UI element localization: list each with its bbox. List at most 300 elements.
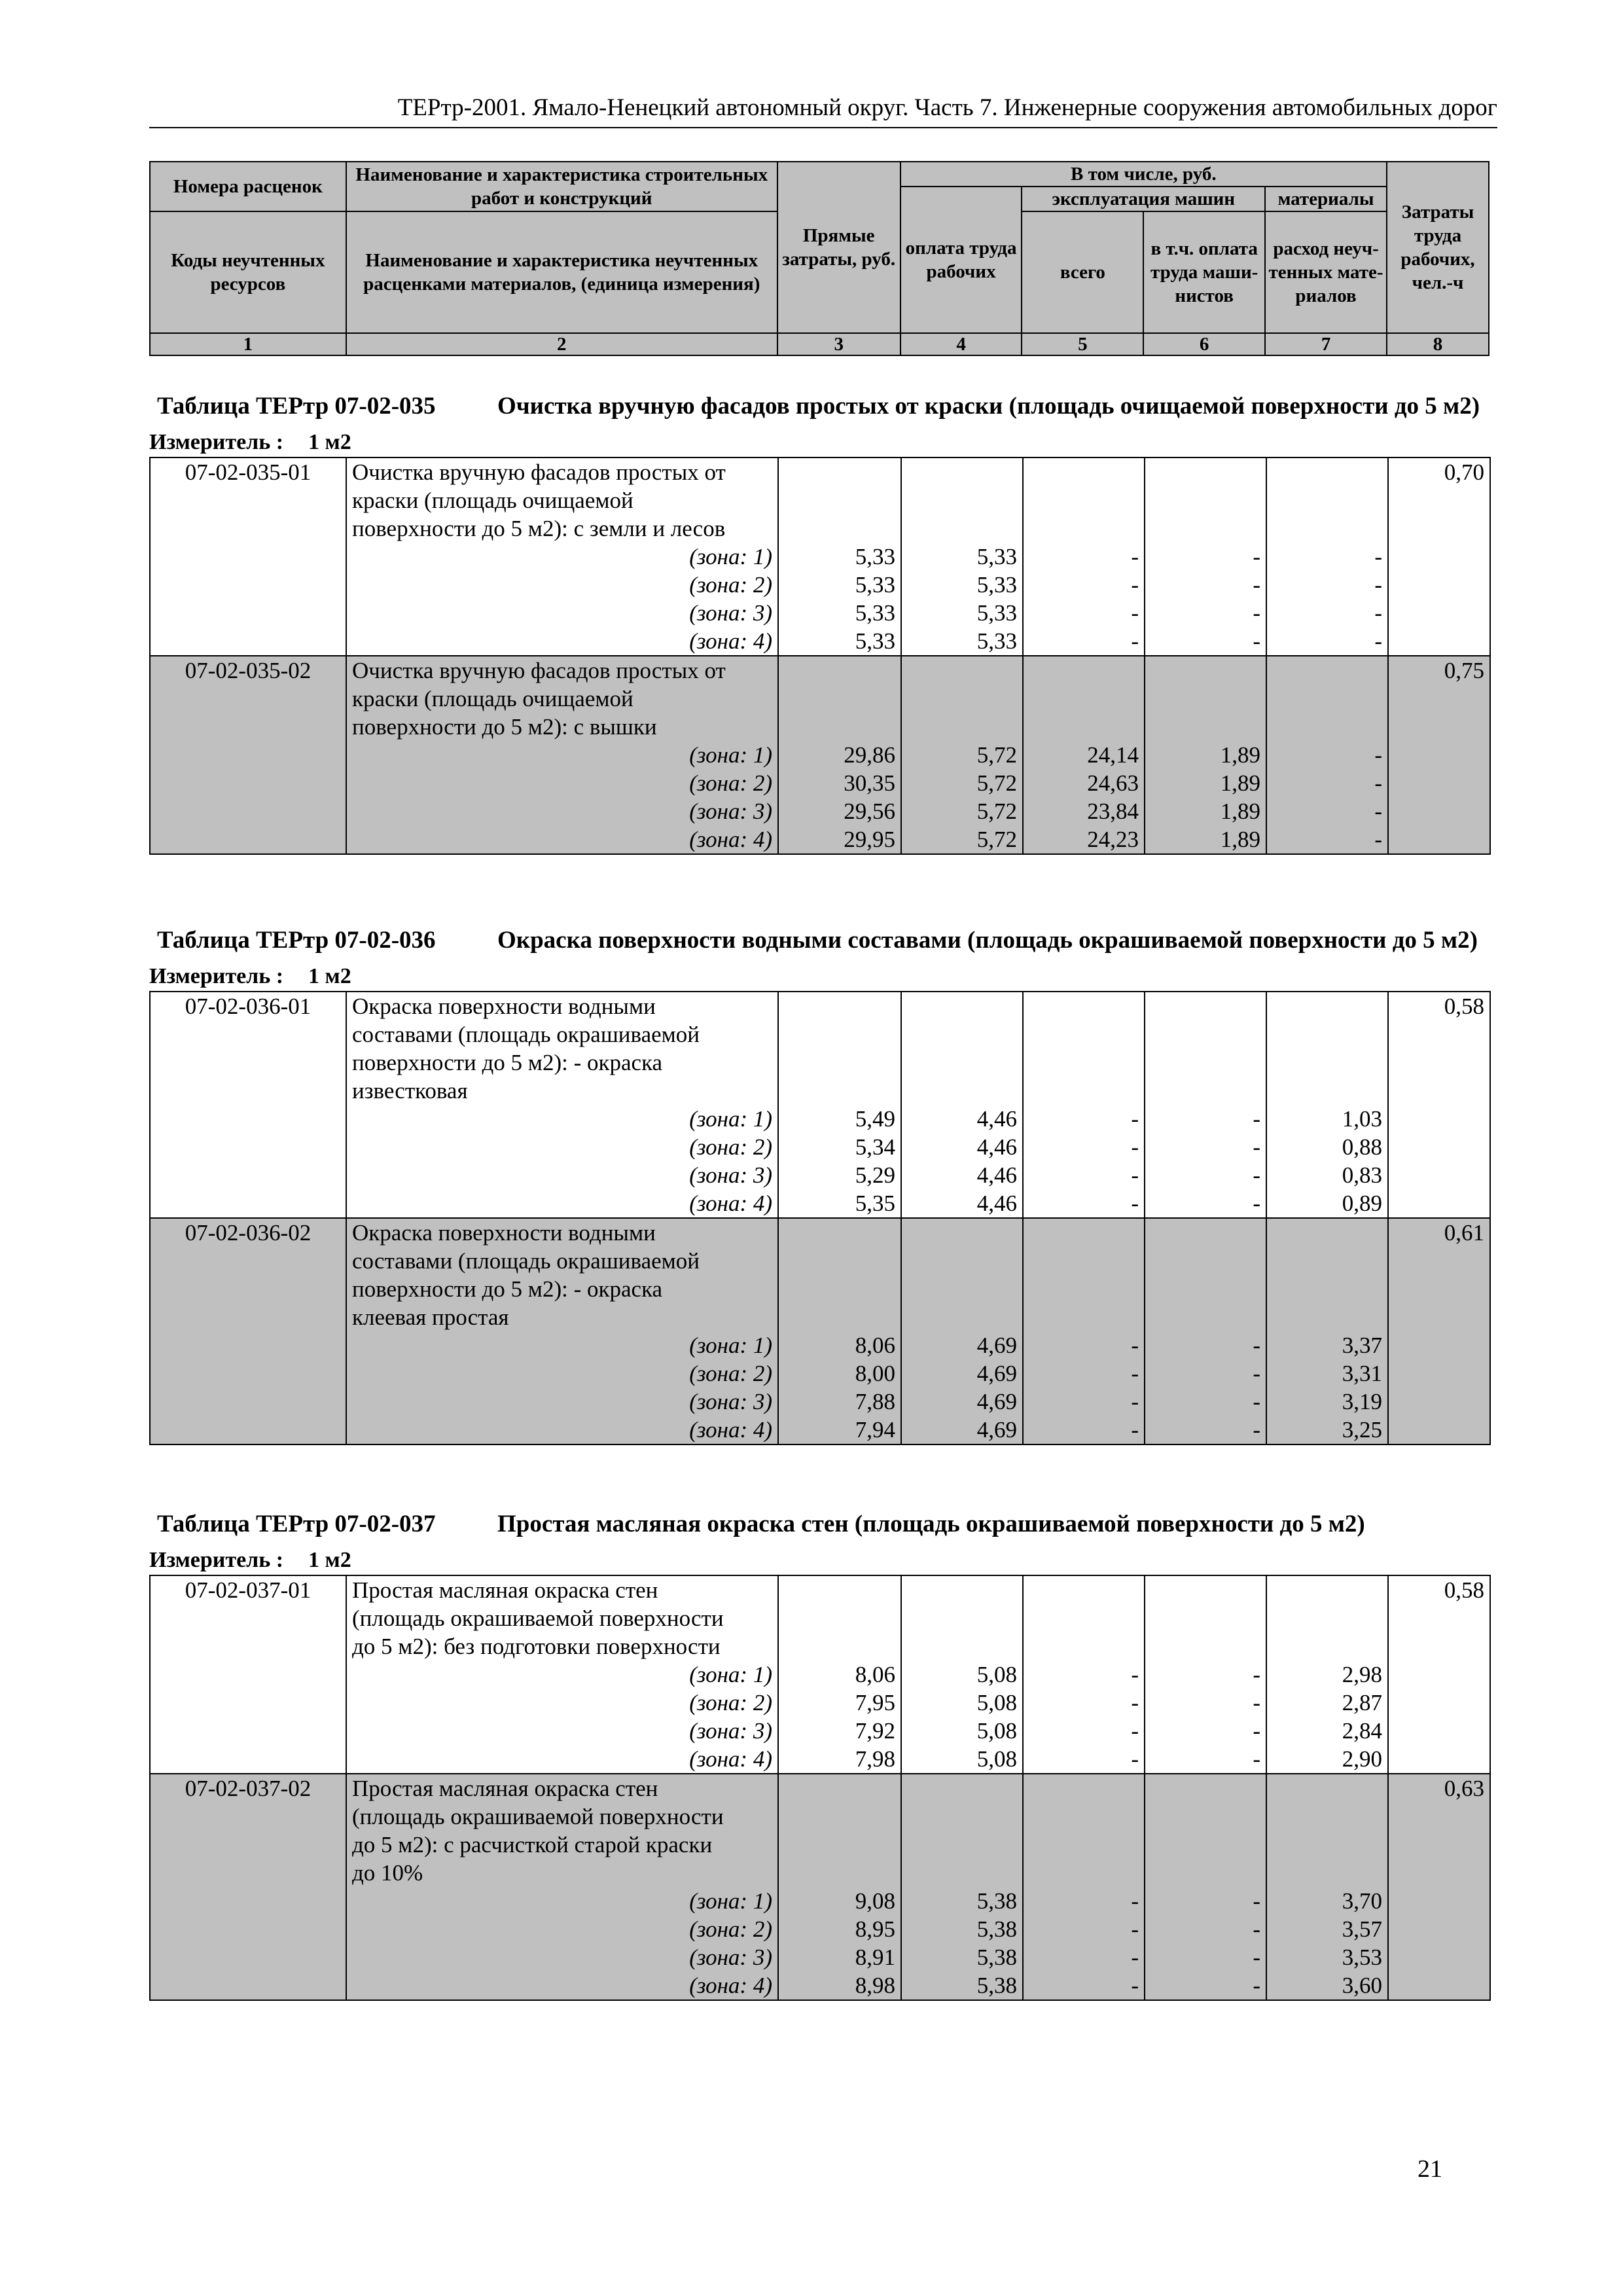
materials-value: - (1266, 627, 1388, 656)
empty-cell (1145, 1247, 1266, 1275)
empty-cell (901, 486, 1023, 514)
rate-table-section (149, 925, 1489, 1445)
labor-cost-value: 0,70 (1388, 457, 1490, 486)
worker-wages-value: 5,38 (901, 1971, 1023, 2000)
worker-wages-value: 5,72 (901, 825, 1023, 854)
materials-value: 3,31 (1266, 1359, 1388, 1388)
direct-costs-value: 29,56 (778, 797, 901, 825)
zone-label: (зона: 4) (346, 627, 778, 656)
machines-total-value: - (1023, 1689, 1145, 1717)
table-row (150, 797, 1490, 825)
table-title: Простая масляная окраска стен (площадь окрашиваемой поверхности до 5 м2) (497, 1511, 1365, 1537)
work-description-line: краски (площадь очищаемой (346, 486, 778, 514)
empty-cell (1266, 1218, 1388, 1247)
work-description-line: поверхности до 5 м2): с вышки (346, 713, 778, 741)
empty-cell (778, 656, 901, 685)
direct-costs-value: 29,95 (778, 825, 901, 854)
empty-cell (1023, 1247, 1145, 1275)
empty-cell (150, 1303, 346, 1331)
materials-value: 0,88 (1266, 1133, 1388, 1161)
empty-cell (1388, 1105, 1490, 1133)
table-row (150, 599, 1490, 627)
zone-label: (зона: 4) (346, 1189, 778, 1218)
worker-wages-value: 4,69 (901, 1359, 1023, 1388)
column-number-2: 2 (346, 333, 777, 355)
empty-cell (778, 1049, 901, 1077)
rate-code: 07-02-037-01 (150, 1575, 346, 1604)
materials-value: - (1266, 769, 1388, 797)
operator-wages-value: 1,89 (1145, 797, 1266, 825)
empty-cell (1388, 1077, 1490, 1105)
operator-wages-value: - (1145, 543, 1266, 571)
empty-cell (1266, 1049, 1388, 1077)
zone-label: (зона: 1) (346, 741, 778, 769)
empty-cell (778, 1077, 901, 1105)
zone-label: (зона: 4) (346, 1971, 778, 2000)
zone-label: (зона: 3) (346, 797, 778, 825)
empty-cell (1388, 1745, 1490, 1774)
empty-cell (1023, 1774, 1145, 1803)
materials-value: - (1266, 599, 1388, 627)
machines-total-value: - (1023, 1359, 1145, 1388)
empty-cell (901, 685, 1023, 713)
empty-cell (1388, 543, 1490, 571)
labor-cost-value: 0,63 (1388, 1774, 1490, 1803)
empty-cell (1388, 685, 1490, 713)
empty-cell (150, 1915, 346, 1943)
empty-cell (150, 571, 346, 599)
empty-cell (1145, 1020, 1266, 1049)
zone-label: (зона: 2) (346, 571, 778, 599)
machines-total-value: - (1023, 1189, 1145, 1218)
empty-cell (150, 486, 346, 514)
rate-code: 07-02-037-02 (150, 1774, 346, 1803)
empty-cell (1145, 1575, 1266, 1604)
empty-cell (901, 1020, 1023, 1049)
machines-total-value: - (1023, 1915, 1145, 1943)
empty-cell (150, 1717, 346, 1745)
work-description-line: Очистка вручную фасадов простых от (346, 457, 778, 486)
empty-cell (1145, 486, 1266, 514)
zone-label: (зона: 3) (346, 1161, 778, 1189)
machines-total-value: - (1023, 1943, 1145, 1971)
materials-value: 3,25 (1266, 1416, 1388, 1444)
empty-cell (778, 1774, 901, 1803)
empty-cell (778, 1831, 901, 1859)
header-column-numbers (150, 333, 1489, 355)
header-worker-wages: оплата труда рабочих (901, 187, 1022, 333)
empty-cell (1388, 1632, 1490, 1660)
table-row (150, 1218, 1490, 1247)
empty-cell (150, 1331, 346, 1359)
rate-table-section (149, 1509, 1489, 2001)
table-row (150, 457, 1490, 486)
empty-cell (150, 769, 346, 797)
empty-cell (1023, 685, 1145, 713)
empty-cell (1023, 1831, 1145, 1859)
work-description-line: составами (площадь окрашиваемой (346, 1247, 778, 1275)
table-row (150, 713, 1490, 741)
empty-cell (150, 1859, 346, 1887)
empty-cell (1388, 825, 1490, 854)
worker-wages-value: 4,69 (901, 1388, 1023, 1416)
table-row (150, 1303, 1490, 1331)
operator-wages-value: - (1145, 1660, 1266, 1689)
table-title: Окраска поверхности водными составами (площадь окрашиваемой поверхности до 5 м2) (497, 927, 1478, 954)
materials-value: 3,37 (1266, 1331, 1388, 1359)
operator-wages-value: - (1145, 1745, 1266, 1774)
empty-cell (1145, 1303, 1266, 1331)
empty-cell (1388, 1133, 1490, 1161)
empty-cell (1145, 1077, 1266, 1105)
empty-cell (1388, 1604, 1490, 1632)
work-description-line: Простая масляная окраска стен (346, 1774, 778, 1803)
empty-cell (150, 1604, 346, 1632)
worker-wages-value: 5,08 (901, 1689, 1023, 1717)
empty-cell (1145, 1831, 1266, 1859)
direct-costs-value: 5,33 (778, 543, 901, 571)
table-row (150, 1161, 1490, 1189)
materials-value: - (1266, 543, 1388, 571)
empty-cell (1145, 713, 1266, 741)
operator-wages-value: - (1145, 1689, 1266, 1717)
empty-cell (1388, 486, 1490, 514)
header-material-consumption: расход неуч-тенных мате-риалов (1265, 211, 1387, 333)
zone-label: (зона: 4) (346, 1745, 778, 1774)
section-title (149, 1509, 1489, 1539)
worker-wages-value: 4,46 (901, 1133, 1023, 1161)
materials-value: 2,87 (1266, 1689, 1388, 1717)
empty-cell (150, 1189, 346, 1218)
empty-cell (1388, 1660, 1490, 1689)
table-row (150, 514, 1490, 543)
operator-wages-value: 1,89 (1145, 825, 1266, 854)
empty-cell (150, 1689, 346, 1717)
work-description-line: составами (площадь окрашиваемой (346, 1020, 778, 1049)
table-row (150, 825, 1490, 854)
materials-value: 1,03 (1266, 1105, 1388, 1133)
table-row (150, 656, 1490, 685)
machines-total-value: 24,23 (1023, 825, 1145, 854)
table-row (150, 627, 1490, 656)
direct-costs-value: 8,95 (778, 1915, 901, 1943)
work-description-line: краски (площадь очищаемой (346, 685, 778, 713)
materials-value: 3,60 (1266, 1971, 1388, 2000)
section-title (149, 391, 1489, 422)
empty-cell (1023, 1218, 1145, 1247)
machines-total-value: - (1023, 1660, 1145, 1689)
empty-cell (778, 1604, 901, 1632)
work-description-line: Окраска поверхности водными (346, 992, 778, 1020)
empty-cell (901, 1575, 1023, 1604)
worker-wages-value: 5,38 (901, 1943, 1023, 1971)
labor-cost-value: 0,75 (1388, 656, 1490, 685)
empty-cell (150, 1388, 346, 1416)
empty-cell (778, 486, 901, 514)
work-description-line: (площадь окрашиваемой поверхности (346, 1604, 778, 1632)
operator-wages-value: - (1145, 1388, 1266, 1416)
empty-cell (901, 1247, 1023, 1275)
empty-cell (150, 685, 346, 713)
worker-wages-value: 5,33 (901, 627, 1023, 656)
empty-cell (1388, 1971, 1490, 2000)
empty-cell (1266, 1275, 1388, 1303)
measurement-unit (149, 429, 1489, 456)
empty-cell (150, 1133, 346, 1161)
empty-cell (1023, 656, 1145, 685)
empty-cell (150, 1275, 346, 1303)
zone-label: (зона: 2) (346, 769, 778, 797)
column-number-6: 6 (1143, 333, 1265, 355)
empty-cell (778, 514, 901, 543)
operator-wages-value: - (1145, 599, 1266, 627)
measurement-value: 1 м2 (308, 964, 351, 988)
empty-cell (1388, 1831, 1490, 1859)
empty-cell (1388, 1689, 1490, 1717)
empty-cell (1145, 1604, 1266, 1632)
machines-total-value: - (1023, 1161, 1145, 1189)
operator-wages-value: - (1145, 1887, 1266, 1915)
empty-cell (901, 1218, 1023, 1247)
machines-total-value: - (1023, 1105, 1145, 1133)
work-description-line: Простая масляная окраска стен (346, 1575, 778, 1604)
empty-cell (1388, 769, 1490, 797)
direct-costs-value: 7,95 (778, 1689, 901, 1717)
empty-cell (150, 514, 346, 543)
operator-wages-value: - (1145, 1971, 1266, 2000)
measurement-unit (149, 963, 1489, 990)
operator-wages-value: - (1145, 627, 1266, 656)
empty-cell (778, 1632, 901, 1660)
empty-cell (150, 1359, 346, 1388)
measurement-value: 1 м2 (308, 430, 351, 454)
direct-costs-value: 5,35 (778, 1189, 901, 1218)
work-description-line: известковая (346, 1077, 778, 1105)
materials-value: 2,98 (1266, 1660, 1388, 1689)
direct-costs-value: 7,94 (778, 1416, 901, 1444)
table-row (150, 992, 1490, 1020)
materials-value: 3,70 (1266, 1887, 1388, 1915)
empty-cell (1266, 1077, 1388, 1105)
direct-costs-value: 30,35 (778, 769, 901, 797)
table-row (150, 1020, 1490, 1049)
empty-cell (150, 1971, 346, 2000)
table-row (150, 1359, 1490, 1388)
column-header-table (149, 161, 1489, 356)
empty-cell (1266, 1575, 1388, 1604)
empty-cell (778, 1803, 901, 1831)
empty-cell (1388, 1717, 1490, 1745)
empty-cell (1388, 514, 1490, 543)
table-row (150, 1831, 1490, 1859)
operator-wages-value: - (1145, 1189, 1266, 1218)
rate-code: 07-02-035-01 (150, 457, 346, 486)
work-description-line: клеевая простая (346, 1303, 778, 1331)
table-row (150, 1803, 1490, 1831)
rate-table (149, 991, 1491, 1445)
header-material-name: Наименование и характеристика неучтенных расценками материалов, (единица измерения) (346, 211, 777, 333)
empty-cell (1388, 1388, 1490, 1416)
rate-table (149, 1575, 1491, 2001)
empty-cell (778, 1859, 901, 1887)
machines-total-value: - (1023, 599, 1145, 627)
direct-costs-value: 9,08 (778, 1887, 901, 1915)
empty-cell (150, 1943, 346, 1971)
operator-wages-value: - (1145, 1331, 1266, 1359)
header-resource-codes: Коды неучтенных ресурсов (150, 211, 346, 333)
worker-wages-value: 5,72 (901, 741, 1023, 769)
labor-cost-value: 0,58 (1388, 1575, 1490, 1604)
header-machines-total: всего (1022, 211, 1143, 333)
empty-cell (1388, 1161, 1490, 1189)
worker-wages-value: 5,08 (901, 1717, 1023, 1745)
operator-wages-value: - (1145, 1161, 1266, 1189)
labor-cost-value: 0,58 (1388, 992, 1490, 1020)
header-direct-costs: Прямые затраты, руб. (777, 162, 901, 333)
empty-cell (1388, 1416, 1490, 1444)
direct-costs-value: 7,98 (778, 1745, 901, 1774)
empty-cell (901, 1049, 1023, 1077)
empty-cell (1388, 1020, 1490, 1049)
materials-value: 2,84 (1266, 1717, 1388, 1745)
empty-cell (901, 1859, 1023, 1887)
table-row (150, 1774, 1490, 1803)
direct-costs-value: 8,00 (778, 1359, 901, 1388)
work-description-line: до 10% (346, 1859, 778, 1887)
empty-cell (778, 1575, 901, 1604)
empty-cell (778, 713, 901, 741)
empty-cell (778, 685, 901, 713)
running-header: ТЕРтр-2001. Ямало-Ненецкий автономный округ. Часть 7. Инженерные сооружения автомобильных дорог (149, 90, 1497, 128)
empty-cell (1388, 1049, 1490, 1077)
empty-cell (1145, 514, 1266, 543)
table-row (150, 571, 1490, 599)
empty-cell (150, 1416, 346, 1444)
table-number: Таблица ТЕРтр 07-02-037 (157, 1511, 436, 1537)
empty-cell (1145, 1218, 1266, 1247)
table-row (150, 1247, 1490, 1275)
empty-cell (1145, 1774, 1266, 1803)
empty-cell (901, 514, 1023, 543)
rate-code: 07-02-035-02 (150, 656, 346, 685)
empty-cell (1266, 486, 1388, 514)
operator-wages-value: 1,89 (1145, 769, 1266, 797)
work-description-line: поверхности до 5 м2): - окраска (346, 1275, 778, 1303)
zone-label: (зона: 2) (346, 1689, 778, 1717)
measurement-label: Измеритель : (149, 964, 284, 988)
empty-cell (150, 797, 346, 825)
direct-costs-value: 5,49 (778, 1105, 901, 1133)
empty-cell (1266, 992, 1388, 1020)
operator-wages-value: - (1145, 1416, 1266, 1444)
table-row (150, 1189, 1490, 1218)
header-materials: материалы (1265, 187, 1387, 211)
machines-total-value: 23,84 (1023, 797, 1145, 825)
zone-label: (зона: 4) (346, 825, 778, 854)
measurement-label: Измеритель : (149, 430, 284, 454)
zone-label: (зона: 1) (346, 1887, 778, 1915)
empty-cell (901, 1604, 1023, 1632)
empty-cell (1266, 1803, 1388, 1831)
machines-total-value: - (1023, 1388, 1145, 1416)
empty-cell (1266, 1831, 1388, 1859)
empty-cell (1023, 992, 1145, 1020)
zone-label: (зона: 3) (346, 1943, 778, 1971)
empty-cell (1388, 1887, 1490, 1915)
empty-cell (1023, 1303, 1145, 1331)
column-number-3: 3 (777, 333, 901, 355)
table-row (150, 1331, 1490, 1359)
empty-cell (150, 1887, 346, 1915)
empty-cell (1023, 457, 1145, 486)
materials-value: - (1266, 825, 1388, 854)
empty-cell (1266, 1303, 1388, 1331)
empty-cell (1266, 1604, 1388, 1632)
materials-value: 0,89 (1266, 1189, 1388, 1218)
empty-cell (1145, 656, 1266, 685)
empty-cell (1388, 741, 1490, 769)
table-row (150, 1049, 1490, 1077)
machines-total-value: 24,63 (1023, 769, 1145, 797)
empty-cell (1388, 1331, 1490, 1359)
materials-value: 3,19 (1266, 1388, 1388, 1416)
worker-wages-value: 5,33 (901, 571, 1023, 599)
empty-cell (1023, 1632, 1145, 1660)
direct-costs-value: 8,06 (778, 1331, 901, 1359)
empty-cell (1388, 1803, 1490, 1831)
work-description-line: Окраска поверхности водными (346, 1218, 778, 1247)
zone-label: (зона: 1) (346, 543, 778, 571)
empty-cell (901, 1077, 1023, 1105)
table-row (150, 1077, 1490, 1105)
empty-cell (1266, 1020, 1388, 1049)
empty-cell (1266, 457, 1388, 486)
empty-cell (778, 1218, 901, 1247)
table-row (150, 1689, 1490, 1717)
work-description-line: до 5 м2): с расчисткой старой краски (346, 1831, 778, 1859)
rate-table-section (149, 391, 1489, 855)
empty-cell (1388, 1359, 1490, 1388)
empty-cell (1266, 713, 1388, 741)
table-row (150, 1859, 1490, 1887)
rate-code: 07-02-036-01 (150, 992, 346, 1020)
empty-cell (1388, 1859, 1490, 1887)
zone-label: (зона: 2) (346, 1133, 778, 1161)
empty-cell (1145, 1859, 1266, 1887)
header-labor-costs: Затраты труда рабочих, чел.-ч (1387, 162, 1489, 333)
direct-costs-value: 29,86 (778, 741, 901, 769)
worker-wages-value: 5,72 (901, 797, 1023, 825)
worker-wages-value: 5,33 (901, 599, 1023, 627)
empty-cell (150, 1161, 346, 1189)
section-title (149, 925, 1489, 956)
table-row (150, 769, 1490, 797)
zone-label: (зона: 1) (346, 1105, 778, 1133)
empty-cell (1023, 514, 1145, 543)
zone-label: (зона: 1) (346, 1660, 778, 1689)
table-row (150, 1105, 1490, 1133)
worker-wages-value: 4,46 (901, 1161, 1023, 1189)
empty-cell (901, 656, 1023, 685)
work-description-line: до 5 м2): без подготовки поверхности (346, 1632, 778, 1660)
empty-cell (1388, 1303, 1490, 1331)
table-row (150, 741, 1490, 769)
column-number-5: 5 (1022, 333, 1143, 355)
zone-label: (зона: 2) (346, 1359, 778, 1388)
direct-costs-value: 5,33 (778, 599, 901, 627)
empty-cell (1388, 571, 1490, 599)
empty-cell (778, 457, 901, 486)
